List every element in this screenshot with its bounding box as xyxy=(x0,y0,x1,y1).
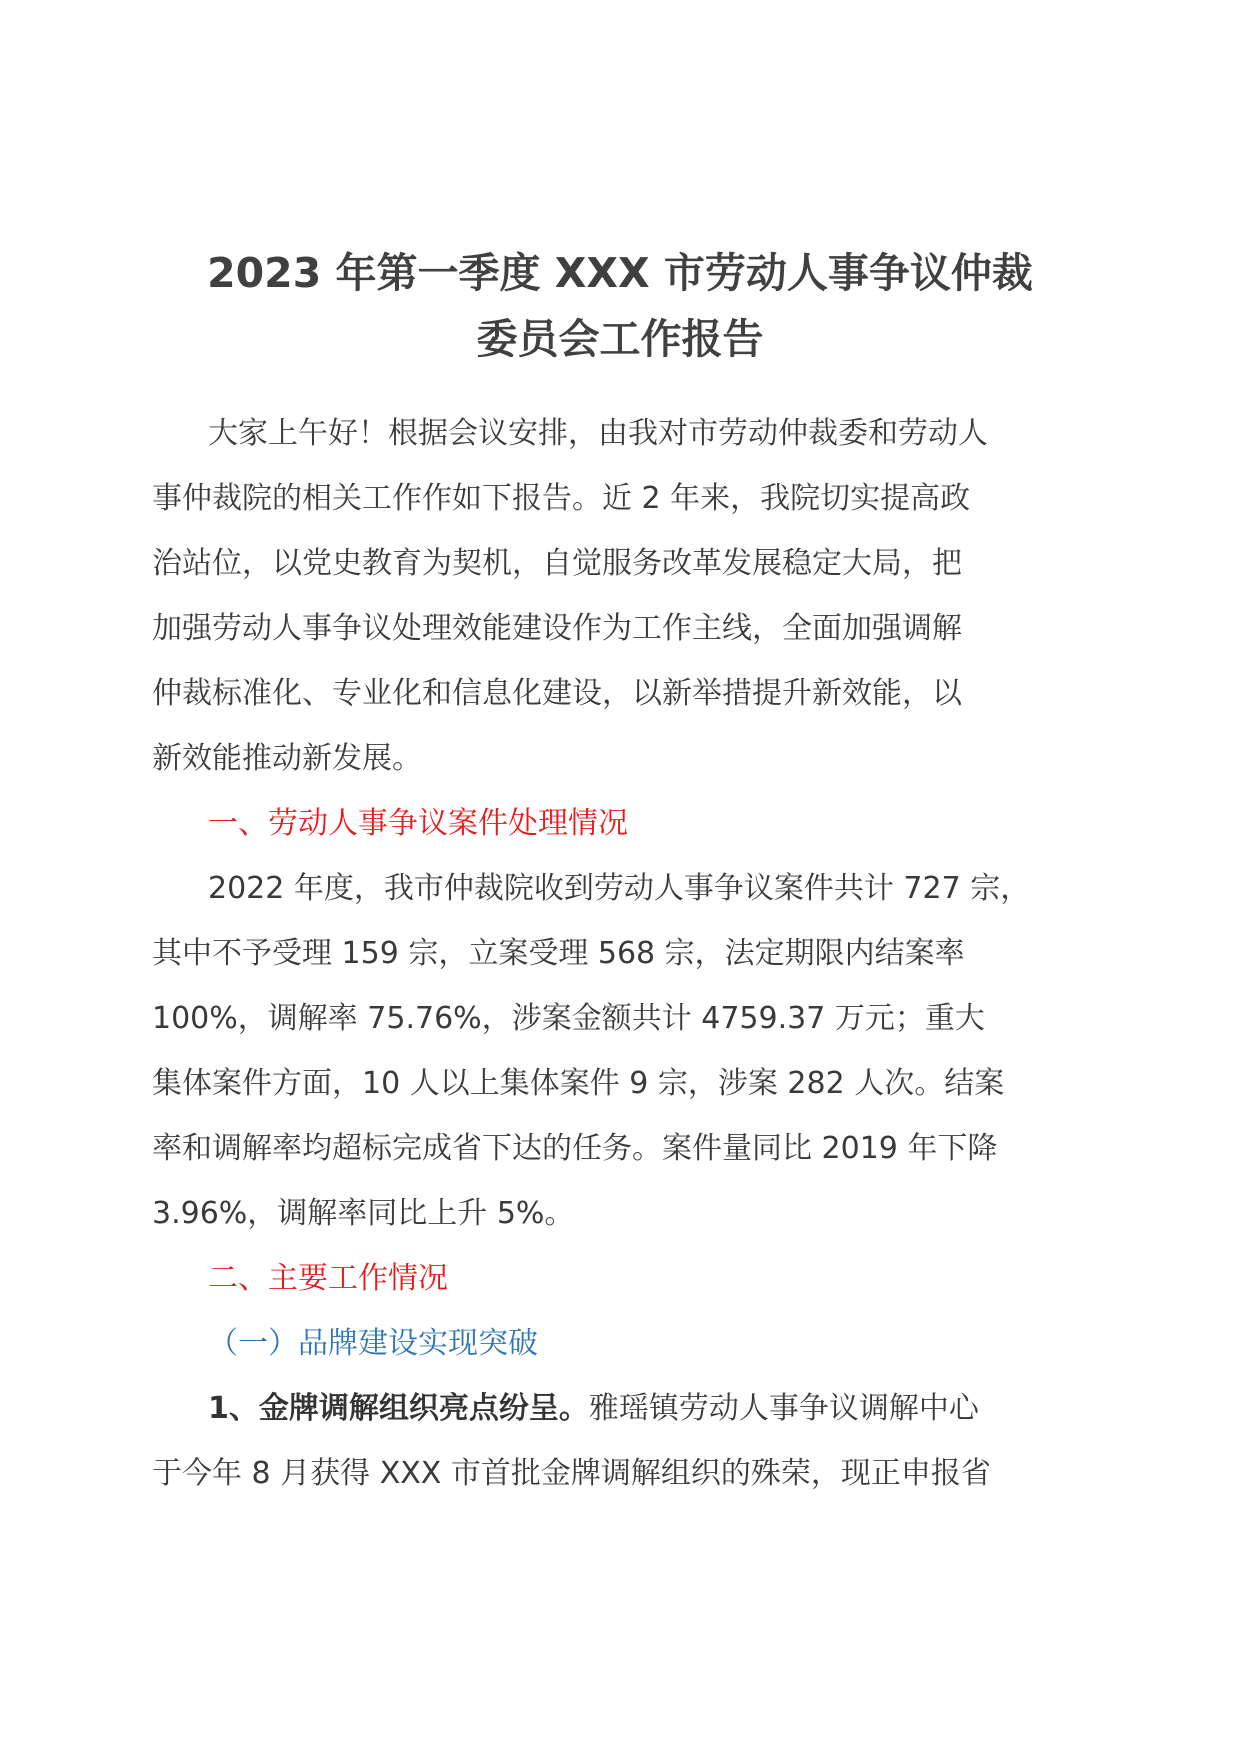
item-1-line xyxy=(152,1376,1112,1441)
intro-line: 治站位，以党史教育为契机，自觉服务改革发展稳定大局，把 xyxy=(152,546,962,581)
intro-line: 事仲裁院的相关工作作如下报告。近 2 年来，我院切实提高政 xyxy=(152,481,971,516)
section-2-heading: 二、主要工作情况 xyxy=(208,1261,448,1296)
intro-line: 仲裁标准化、专业化和信息化建设，以新举措提升新效能，以 xyxy=(152,676,962,711)
item-1-line: 于今年 8 月获得 XXX 市首批金牌调解组织的殊荣，现正申报省 xyxy=(152,1456,991,1491)
section-1-line: 集体案件方面，10 人以上集体案件 9 宗，涉案 282 人次。结案 xyxy=(152,1066,1005,1101)
intro-line: 大家上午好！根据会议安排，由我对市劳动仲裁委和劳动人 xyxy=(208,416,988,451)
document-title xyxy=(150,240,1090,372)
item-1-lead: 1、金牌调解组织亮点纷呈。 xyxy=(208,1391,589,1426)
title-line-1: 2023 年第一季度 XXX 市劳动人事争议仲裁 xyxy=(207,249,1033,297)
section-1-line: 3.96%，调解率同比上升 5%。 xyxy=(152,1196,575,1231)
intro-paragraph xyxy=(152,401,1112,791)
intro-line: 新效能推动新发展。 xyxy=(152,741,422,776)
section-1-line: 2022 年度，我市仲裁院收到劳动人事争议案件共计 727 宗， xyxy=(208,871,1031,906)
section-1-line: 其中不予受理 159 宗，立案受理 568 宗，法定期限内结案率 xyxy=(152,936,965,971)
item-1-text: 雅瑶镇劳动人事争议调解中心 xyxy=(588,1391,979,1426)
intro-line: 加强劳动人事争议处理效能建设作为工作主线，全面加强调解 xyxy=(152,611,962,646)
section-1-line: 100%，调解率 75.76%，涉案金额共计 4759.37 万元；重大 xyxy=(152,1001,985,1036)
subsection-1-heading: （一）品牌建设实现突破 xyxy=(208,1326,538,1361)
section-1-line: 率和调解率均超标完成省下达的任务。案件量同比 2019 年下降 xyxy=(152,1131,998,1166)
title-line-2: 委员会工作报告 xyxy=(476,315,764,363)
document-body xyxy=(152,401,1112,1506)
section-1-paragraph xyxy=(152,856,1112,1246)
section-1-heading: 一、劳动人事争议案件处理情况 xyxy=(208,806,628,841)
item-1-paragraph xyxy=(152,1376,1112,1506)
